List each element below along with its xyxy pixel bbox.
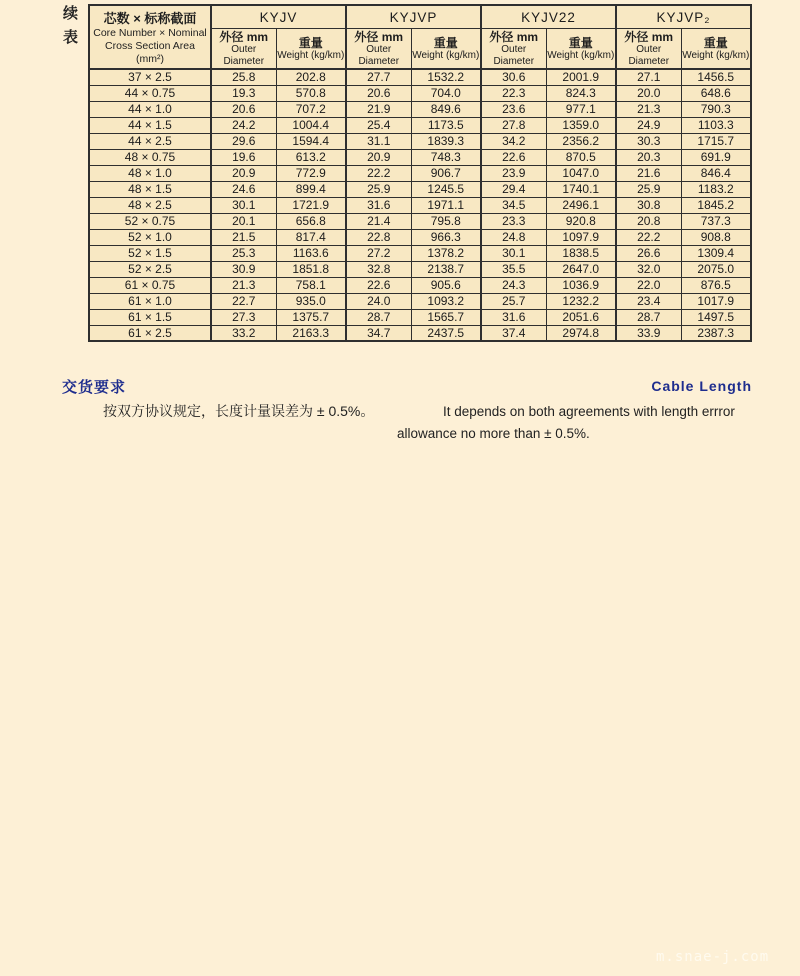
cell-outer-diameter: 23.4: [616, 293, 681, 309]
cell-core-size: 44 × 1.0: [89, 101, 211, 117]
cell-outer-diameter: 34.5: [481, 197, 546, 213]
cell-outer-diameter: 20.8: [616, 213, 681, 229]
cell-outer-diameter: 29.4: [481, 181, 546, 197]
cell-core-size: 44 × 1.5: [89, 117, 211, 133]
cell-weight: 2051.6: [546, 309, 616, 325]
cell-outer-diameter: 31.1: [346, 133, 411, 149]
cell-outer-diameter: 20.0: [616, 85, 681, 101]
corner-label-zh: 芯数 × 标称截面: [103, 11, 197, 26]
cell-outer-diameter: 27.1: [616, 69, 681, 85]
cell-weight: 1497.5: [681, 309, 751, 325]
cell-weight: 920.8: [546, 213, 616, 229]
cell-weight: 1173.5: [411, 117, 481, 133]
cell-weight: 1715.7: [681, 133, 751, 149]
col-header-diameter: [211, 29, 276, 70]
cell-weight: 876.5: [681, 277, 751, 293]
cell-weight: 1097.9: [546, 229, 616, 245]
cell-weight: 1851.8: [276, 261, 346, 277]
cell-weight: 2138.7: [411, 261, 481, 277]
cell-outer-diameter: 31.6: [481, 309, 546, 325]
cell-weight: 1378.2: [411, 245, 481, 261]
cell-outer-diameter: 23.9: [481, 165, 546, 181]
cell-outer-diameter: 28.7: [616, 309, 681, 325]
cell-weight: 1845.2: [681, 197, 751, 213]
cell-weight: 1740.1: [546, 181, 616, 197]
cell-outer-diameter: 24.2: [211, 117, 276, 133]
cell-outer-diameter: 21.3: [211, 277, 276, 293]
table-body: [89, 69, 751, 341]
delivery-requirements-body-zh: 按双方协议规定，长度计量误差为 ± 0.5%。: [103, 403, 375, 419]
cell-weight: 772.9: [276, 165, 346, 181]
table-row: [89, 85, 751, 101]
cell-core-size: 44 × 0.75: [89, 85, 211, 101]
cell-outer-diameter: 28.7: [346, 309, 411, 325]
col-header-weight: [546, 29, 616, 70]
col-group-kyjv22: KYJV22: [481, 5, 616, 29]
table-row: [89, 181, 751, 197]
col-header-weight: [681, 29, 751, 70]
cell-outer-diameter: 24.9: [616, 117, 681, 133]
cell-outer-diameter: 32.0: [616, 261, 681, 277]
table-row: [89, 117, 751, 133]
cell-outer-diameter: 21.9: [346, 101, 411, 117]
table-row: [89, 197, 751, 213]
cell-core-size: 52 × 1.5: [89, 245, 211, 261]
diameter-label-en: Outer Diameter: [358, 44, 400, 67]
cell-outer-diameter: 29.6: [211, 133, 276, 149]
cell-core-size: 48 × 1.5: [89, 181, 211, 197]
col-header-core-number: [89, 5, 211, 69]
cell-outer-diameter: 25.8: [211, 69, 276, 85]
cell-core-size: 37 × 2.5: [89, 69, 211, 85]
cell-weight: 656.8: [276, 213, 346, 229]
cell-weight: 1183.2: [681, 181, 751, 197]
cell-outer-diameter: 22.3: [481, 85, 546, 101]
cell-outer-diameter: 19.3: [211, 85, 276, 101]
cell-weight: 648.6: [681, 85, 751, 101]
table-row: [89, 213, 751, 229]
table-row: [89, 149, 751, 165]
weight-label-en: Weight (kg/km): [547, 50, 615, 61]
cell-weight: 2001.9: [546, 69, 616, 85]
cell-weight: 2387.3: [681, 325, 751, 341]
cell-weight: 1093.2: [411, 293, 481, 309]
cell-outer-diameter: 22.0: [616, 277, 681, 293]
cell-weight: 1838.5: [546, 245, 616, 261]
cell-weight: 905.6: [411, 277, 481, 293]
cell-outer-diameter: 27.7: [346, 69, 411, 85]
cell-weight: 1309.4: [681, 245, 751, 261]
weight-label-en: Weight (kg/km): [412, 50, 480, 61]
corner-label-en1: Core Number × Nominal: [93, 27, 207, 39]
cell-weight: 1721.9: [276, 197, 346, 213]
cell-outer-diameter: 22.2: [346, 165, 411, 181]
cell-weight: 1004.4: [276, 117, 346, 133]
cell-weight: 1245.5: [411, 181, 481, 197]
cell-outer-diameter: 37.4: [481, 325, 546, 341]
cell-weight: 2075.0: [681, 261, 751, 277]
cell-outer-diameter: 27.2: [346, 245, 411, 261]
table-row: [89, 101, 751, 117]
col-group-kyjvp2: KYJVP₂: [616, 5, 751, 29]
diameter-label-en: Outer Diameter: [628, 44, 670, 67]
cell-outer-diameter: 21.4: [346, 213, 411, 229]
cell-weight: 899.4: [276, 181, 346, 197]
cell-weight: 704.0: [411, 85, 481, 101]
diameter-label-en: Outer Diameter: [493, 44, 535, 67]
cell-weight: 1456.5: [681, 69, 751, 85]
table-row: [89, 309, 751, 325]
weight-label-en: Weight (kg/km): [277, 50, 345, 61]
cell-outer-diameter: 30.3: [616, 133, 681, 149]
cell-weight: 1232.2: [546, 293, 616, 309]
cell-weight: 870.5: [546, 149, 616, 165]
weight-label-zh: 重量: [433, 36, 458, 50]
site-watermark: m.snae-j.com: [656, 949, 770, 965]
cell-core-size: 61 × 2.5: [89, 325, 211, 341]
cell-outer-diameter: 34.7: [346, 325, 411, 341]
cell-core-size: 48 × 0.75: [89, 149, 211, 165]
cell-weight: 790.3: [681, 101, 751, 117]
cell-outer-diameter: 21.6: [616, 165, 681, 181]
table-row: [89, 245, 751, 261]
cell-weight: 817.4: [276, 229, 346, 245]
table-row: [89, 277, 751, 293]
table-row: [89, 293, 751, 309]
cell-outer-diameter: 33.9: [616, 325, 681, 341]
col-group-kyjvp: KYJVP: [346, 5, 481, 29]
cell-outer-diameter: 24.6: [211, 181, 276, 197]
cell-weight: 1971.1: [411, 197, 481, 213]
cell-outer-diameter: 35.5: [481, 261, 546, 277]
cell-outer-diameter: 32.8: [346, 261, 411, 277]
cable-length-body-en: It depends on both agreements with length errror allowance no more than ± 0.5%.: [397, 404, 735, 441]
table-row: [89, 69, 751, 85]
cell-outer-diameter: 30.1: [211, 197, 276, 213]
table-row: [89, 261, 751, 277]
cell-weight: 748.3: [411, 149, 481, 165]
cell-weight: 849.6: [411, 101, 481, 117]
cell-core-size: 44 × 2.5: [89, 133, 211, 149]
cell-outer-diameter: 22.2: [616, 229, 681, 245]
continued-table-label: 续表: [61, 5, 78, 53]
cell-outer-diameter: 19.6: [211, 149, 276, 165]
cell-weight: 570.8: [276, 85, 346, 101]
cell-weight: 691.9: [681, 149, 751, 165]
cable-length-heading-en: Cable Length: [651, 378, 752, 394]
weight-label-en: Weight (kg/km): [682, 50, 750, 61]
cell-outer-diameter: 20.9: [211, 165, 276, 181]
cell-weight: 1036.9: [546, 277, 616, 293]
cell-weight: 613.2: [276, 149, 346, 165]
cell-weight: 908.8: [681, 229, 751, 245]
cell-weight: 707.2: [276, 101, 346, 117]
cell-weight: 1047.0: [546, 165, 616, 181]
cell-weight: 202.8: [276, 69, 346, 85]
weight-label-zh: 重量: [298, 36, 323, 50]
col-group-kyjv: KYJV: [211, 5, 346, 29]
cell-outer-diameter: 21.5: [211, 229, 276, 245]
cell-outer-diameter: 27.3: [211, 309, 276, 325]
col-header-weight: [276, 29, 346, 70]
cell-weight: 824.3: [546, 85, 616, 101]
cell-core-size: 52 × 0.75: [89, 213, 211, 229]
cell-core-size: 48 × 1.0: [89, 165, 211, 181]
cell-outer-diameter: 22.8: [346, 229, 411, 245]
delivery-requirements-heading-zh: 交货要求: [62, 379, 127, 396]
diameter-label-zh: 外径 mm: [624, 30, 674, 44]
cell-weight: 1375.7: [276, 309, 346, 325]
cell-weight: 846.4: [681, 165, 751, 181]
cell-weight: 906.7: [411, 165, 481, 181]
cell-weight: 1103.3: [681, 117, 751, 133]
cell-weight: 1532.2: [411, 69, 481, 85]
cell-weight: 1594.4: [276, 133, 346, 149]
cell-outer-diameter: 21.3: [616, 101, 681, 117]
cell-outer-diameter: 22.6: [346, 277, 411, 293]
cable-spec-table: [88, 4, 752, 342]
cell-outer-diameter: 20.9: [346, 149, 411, 165]
cell-weight: 977.1: [546, 101, 616, 117]
weight-label-zh: 重量: [703, 36, 728, 50]
cell-weight: 2437.5: [411, 325, 481, 341]
cell-outer-diameter: 30.8: [616, 197, 681, 213]
table-row: [89, 165, 751, 181]
cell-weight: 2163.3: [276, 325, 346, 341]
cell-outer-diameter: 30.9: [211, 261, 276, 277]
cell-outer-diameter: 33.2: [211, 325, 276, 341]
cell-outer-diameter: 23.3: [481, 213, 546, 229]
col-header-diameter: [481, 29, 546, 70]
cell-weight: 795.8: [411, 213, 481, 229]
cell-outer-diameter: 25.7: [481, 293, 546, 309]
cell-weight: 737.3: [681, 213, 751, 229]
cell-core-size: 48 × 2.5: [89, 197, 211, 213]
cell-outer-diameter: 23.6: [481, 101, 546, 117]
diameter-label-zh: 外径 mm: [354, 30, 404, 44]
cell-core-size: 61 × 0.75: [89, 277, 211, 293]
cell-core-size: 52 × 2.5: [89, 261, 211, 277]
cell-outer-diameter: 31.6: [346, 197, 411, 213]
cell-outer-diameter: 26.6: [616, 245, 681, 261]
cell-outer-diameter: 27.8: [481, 117, 546, 133]
cell-core-size: 61 × 1.5: [89, 309, 211, 325]
cell-weight: 966.3: [411, 229, 481, 245]
cell-outer-diameter: 25.9: [346, 181, 411, 197]
cell-weight: 2356.2: [546, 133, 616, 149]
cell-outer-diameter: 24.0: [346, 293, 411, 309]
cell-outer-diameter: 20.1: [211, 213, 276, 229]
cell-weight: 2496.1: [546, 197, 616, 213]
cell-outer-diameter: 22.7: [211, 293, 276, 309]
col-header-diameter: [616, 29, 681, 70]
cell-outer-diameter: 24.8: [481, 229, 546, 245]
cell-weight: 2974.8: [546, 325, 616, 341]
diameter-label-zh: 外径 mm: [219, 30, 269, 44]
cell-outer-diameter: 24.3: [481, 277, 546, 293]
cell-outer-diameter: 20.3: [616, 149, 681, 165]
cell-weight: 935.0: [276, 293, 346, 309]
cell-outer-diameter: 34.2: [481, 133, 546, 149]
cell-outer-diameter: 25.9: [616, 181, 681, 197]
col-header-diameter: [346, 29, 411, 70]
weight-label-zh: 重量: [568, 36, 593, 50]
cell-core-size: 61 × 1.0: [89, 293, 211, 309]
cell-outer-diameter: 20.6: [346, 85, 411, 101]
table-row: [89, 229, 751, 245]
cell-weight: 1017.9: [681, 293, 751, 309]
cell-weight: 1163.6: [276, 245, 346, 261]
cell-outer-diameter: 25.3: [211, 245, 276, 261]
cell-weight: 2647.0: [546, 261, 616, 277]
table-row: [89, 133, 751, 149]
cell-weight: 1565.7: [411, 309, 481, 325]
cell-weight: 758.1: [276, 277, 346, 293]
cell-core-size: 52 × 1.0: [89, 229, 211, 245]
cell-outer-diameter: 25.4: [346, 117, 411, 133]
cell-outer-diameter: 20.6: [211, 101, 276, 117]
table-row: [89, 325, 751, 341]
cell-outer-diameter: 30.1: [481, 245, 546, 261]
cell-outer-diameter: 30.6: [481, 69, 546, 85]
table-header-groups: [89, 5, 751, 29]
cell-weight: 1839.3: [411, 133, 481, 149]
col-header-weight: [411, 29, 481, 70]
cell-outer-diameter: 22.6: [481, 149, 546, 165]
cell-weight: 1359.0: [546, 117, 616, 133]
diameter-label-zh: 外径 mm: [489, 30, 539, 44]
corner-label-en2: Cross Section Area (mm²): [105, 40, 195, 65]
diameter-label-en: Outer Diameter: [223, 44, 265, 67]
table-header: [89, 5, 751, 69]
